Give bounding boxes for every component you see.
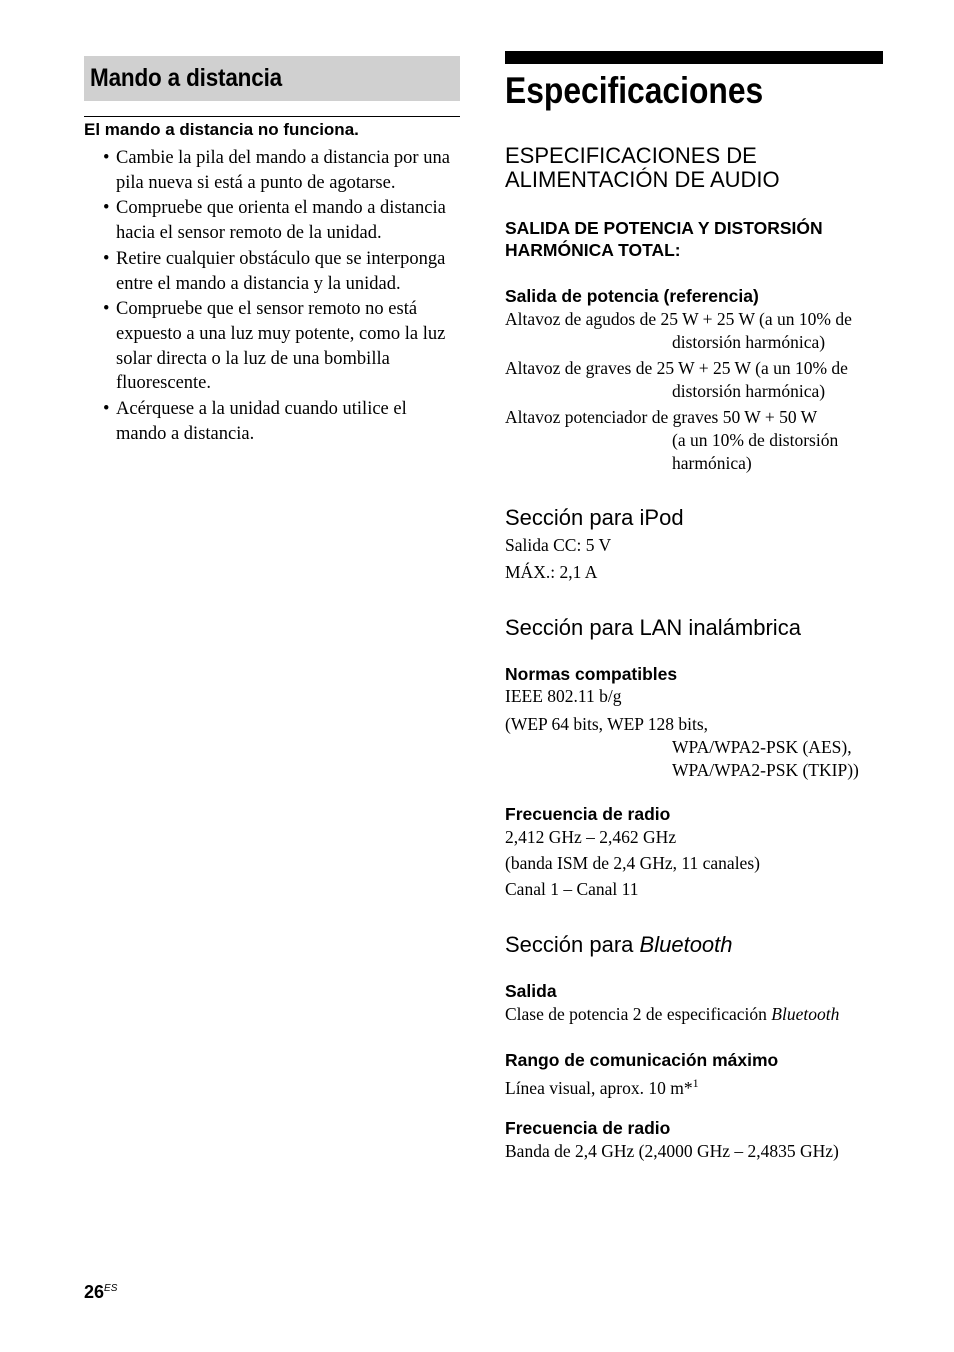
spec-tweeter: Altavoz de agudos de 25 W + 25 W (a un 10% de distorsión harmónica) (505, 309, 852, 352)
power-heading: SALIDA DE POTENCIA Y DISTORSIÓN HARMÓNICA TOTAL: (505, 218, 823, 260)
bluetooth-heading: Sección para Bluetooth (505, 932, 733, 957)
lan-freq-band: (banda ISM de 2,4 GHz, 11 canales) (505, 853, 760, 873)
list-item: • Retire cualquier obstáculo que se interponga entre el mando a distancia y la unidad. (103, 248, 446, 294)
ipod-max: MÁX.: 2,1 A (505, 562, 598, 582)
lan-heading: Sección para LAN inalámbrica (505, 615, 801, 640)
spec-subwoofer: Altavoz potenciador de graves 50 W + 50 W (a un 10% de distorsión harmónica) (505, 407, 839, 473)
lan-freq-heading: Frecuencia de radio (505, 804, 671, 824)
section-title: Mando a distancia (90, 64, 282, 92)
bt-range-heading: Rango de comunicación máximo (505, 1050, 779, 1070)
page-title: Especificaciones (505, 70, 764, 111)
left-column (84, 56, 460, 447)
norms-heading: Normas compatibles (505, 664, 678, 684)
norms-security: (WEP 64 bits, WEP 128 bits, WPA/WPA2-PSK (AES), WPA/WPA2-PSK (TKIP)) (505, 714, 859, 780)
bt-output-text: Clase de potencia 2 de especificación Bluetooth (505, 1004, 840, 1024)
spec-woofer: Altavoz de graves de 25 W + 25 W (a un 10% de distorsión harmónica) (505, 358, 848, 401)
lan-freq-range: 2,412 GHz – 2,462 GHz (505, 827, 677, 847)
bt-range-text: Línea visual, aprox. 10 m*$^1$ (505, 1076, 699, 1098)
ref-heading: Salida de potencia (referencia) (505, 286, 759, 306)
audio-heading: ESPECIFICACIONES DE ALIMENTACIÓN DE AUDIO (505, 143, 780, 192)
list-item: • Compruebe que el sensor remoto no está expuesto a una luz muy potente, como la luz solar directa o la luz de una bombilla fluorescente. (103, 299, 446, 394)
bt-output-heading: Salida (505, 981, 557, 1001)
list-item: • Acérquese a la unidad cuando utilice el mando a distancia. (103, 399, 407, 444)
problem-title: El mando a distancia no funciona. (84, 116, 460, 140)
bullet-list (84, 146, 460, 446)
lan-freq-channels: Canal 1 – Canal 11 (505, 879, 639, 899)
list-item: • Cambie la pila del mando a distancia por una pila nueva si está a punto de agotarse. (103, 148, 450, 193)
section-heading-band (84, 56, 460, 101)
bt-freq-heading: Frecuencia de radio (505, 1118, 671, 1138)
norms-standard: IEEE 802.11 b/g (505, 686, 622, 706)
list-item: • Compruebe que orienta el mando a distancia hacia el sensor remoto de la unidad. (103, 198, 446, 244)
ipod-heading: Sección para iPod (505, 505, 684, 530)
right-column (505, 51, 883, 1161)
ipod-output: Salida CC: 5 V (505, 535, 612, 555)
bt-freq-text: Banda de 2,4 GHz (2,4000 GHz – 2,4835 GHz) (505, 1141, 839, 1161)
page-number: $26^{ES}$ (84, 1282, 118, 1302)
title-rule (505, 51, 883, 64)
